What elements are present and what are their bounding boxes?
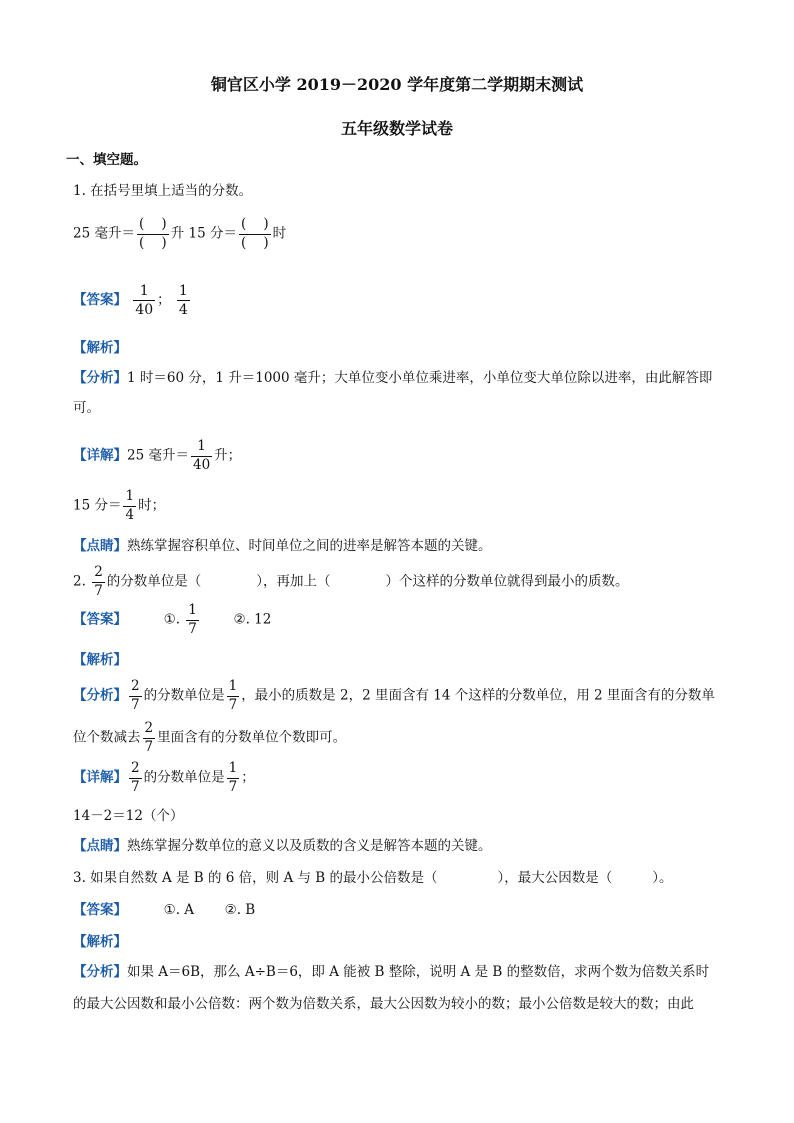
fenxi-text: 的分数单位是: [143, 687, 225, 704]
q3-answer: [73, 900, 255, 920]
q2-stem-text: 的分数单位是（: [106, 573, 202, 590]
q2-ans2: ②. 12: [233, 611, 272, 628]
q1-jiexi-tag: 【解析】: [73, 340, 127, 356]
dianjing-text: 熟练掌握容积单位、时间单位之间的进率是解答本题的关键。: [127, 538, 492, 554]
q1-expr-a-left: 25 毫升＝: [73, 225, 135, 242]
q1-blank-fraction-b: $\frac{( )}{( )}$: [240, 216, 269, 251]
q1-xiangjie-1: [73, 440, 241, 472]
fenxi-text: ，最小的质数是 2，2 里面含有 14 个这样的分数单位，用 2 里面含有的分数单: [241, 687, 715, 704]
xj-text: 时；: [138, 497, 166, 514]
q2-dianjing: [73, 836, 492, 856]
xj-text: 升；: [214, 447, 242, 464]
q2-answer: [73, 604, 271, 636]
xiangjie-tag: 【详解】: [73, 447, 127, 464]
q2-jiexi-tag: 【解析】: [73, 652, 127, 668]
dianjing-tag: 【点睛】: [73, 838, 127, 854]
q2-stem-text: ）个这样的分数单位就得到最小的质数。: [385, 573, 629, 590]
separator: ；: [157, 292, 171, 308]
q1-fenxi-line1: [73, 368, 712, 388]
q2-fenxi-line2: [73, 722, 346, 754]
q3-ans1: ①. A: [163, 902, 195, 918]
exam-subtitle: 五年级数学试卷: [340, 119, 453, 138]
q2-xiangjie: [73, 762, 255, 794]
q1-answer: [73, 284, 192, 317]
q1-answer-fraction-1: $\frac{1}{40}$: [135, 283, 154, 318]
q2-fenxi-fraction-2: $\frac{2}{7}$: [144, 720, 154, 755]
q1-stem: 1. 在括号里填上适当的分数。: [73, 183, 253, 199]
q2-detail-fraction: $\frac{2}{7}$: [131, 760, 140, 795]
xj-text: 15 分＝: [73, 497, 122, 514]
q1-xiangjie-2: [73, 490, 165, 522]
fenxi-tag: 【分析】: [73, 370, 127, 386]
q3-ans2: ②. B: [224, 902, 256, 918]
q1-answer-fraction-2: $\frac{1}{4}$: [178, 283, 188, 318]
fenxi-text: 位个数减去: [73, 729, 141, 746]
q2-calc: 14－2＝12（个）: [73, 808, 184, 824]
q2-number: 2.: [73, 573, 86, 590]
q2-fenxi-fraction: $\frac{2}{7}$: [131, 678, 140, 713]
q2-stem-fraction: $\frac{2}{7}$: [94, 564, 103, 599]
q1-detail-fraction-2: $\frac{1}{4}$: [125, 488, 135, 523]
q1-blank-fraction-a: $\frac{( )}{( )}$: [138, 216, 167, 251]
answer-tag: 【答案】: [73, 902, 127, 918]
q1-expression: [73, 218, 286, 250]
answer-tag: 【答案】: [73, 292, 127, 308]
q2-fenxi-unit-fraction: $\frac{1}{7}$: [228, 678, 238, 713]
q3-stem-text: ），最大公因数是（: [497, 870, 613, 886]
xj-text: 25 毫升＝: [127, 447, 189, 464]
section-heading: 一、填空题。: [66, 152, 147, 168]
q1-dianjing: [73, 536, 492, 556]
q2-ans1-label: ①.: [163, 611, 180, 628]
q2-answer-fraction: $\frac{1}{7}$: [188, 602, 197, 637]
q3-stem: [73, 868, 673, 888]
q3-jiexi-tag: 【解析】: [73, 934, 127, 950]
fenxi-text: 1 时＝60 分，1 升＝1000 毫升；大单位变小单位乘进率，小单位变大单位除以进率，由此解答即: [127, 370, 713, 386]
q1-fenxi-line2: 可。: [73, 400, 100, 416]
q3-stem-text: 3. 如果自然数 A 是 B 的 6 倍，则 A 与 B 的最小公倍数是（: [73, 870, 438, 886]
q3-fenxi-line1: [73, 962, 709, 982]
xj-text: ；: [241, 769, 255, 786]
q2-stem: [73, 566, 629, 598]
q3-stem-text: ）。: [652, 870, 673, 886]
dianjing-tag: 【点睛】: [73, 538, 127, 554]
q2-fenxi-line1: [73, 680, 715, 712]
q2-detail-unit-fraction: $\frac{1}{7}$: [228, 760, 238, 795]
fenxi-text: 如果 A＝6B，那么 A÷B＝6，即 A 能被 B 整除，说明 A 是 B 的整数倍，求两个数为倍数关系时: [127, 964, 710, 980]
q2-stem-text: ），再加上（: [256, 573, 331, 590]
fenxi-tag: 【分析】: [73, 687, 127, 704]
exam-title: 铜官区小学 2019－2020 学年度第二学期期末测试: [210, 75, 584, 94]
fenxi-tag: 【分析】: [73, 964, 127, 980]
q1-expr-a-unit: 升: [170, 225, 185, 242]
q1-detail-fraction-1: $\frac{1}{40}$: [192, 438, 211, 473]
fenxi-text: 里面含有的分数单位个数即可。: [157, 729, 347, 746]
xj-text: 的分数单位是: [143, 769, 225, 786]
xiangjie-tag: 【详解】: [73, 769, 127, 786]
dianjing-text: 熟练掌握分数单位的意义以及质数的含义是解答本题的关键。: [127, 838, 492, 854]
q1-expr-b-left: 15 分＝: [188, 225, 237, 242]
answer-tag: 【答案】: [73, 611, 127, 628]
q3-fenxi-line2: 的最大公因数和最小公倍数：两个数为倍数关系，最大公因数为较小的数；最小公倍数是较大的数；由此: [73, 996, 694, 1012]
q1-expr-b-unit: 时: [272, 225, 287, 242]
